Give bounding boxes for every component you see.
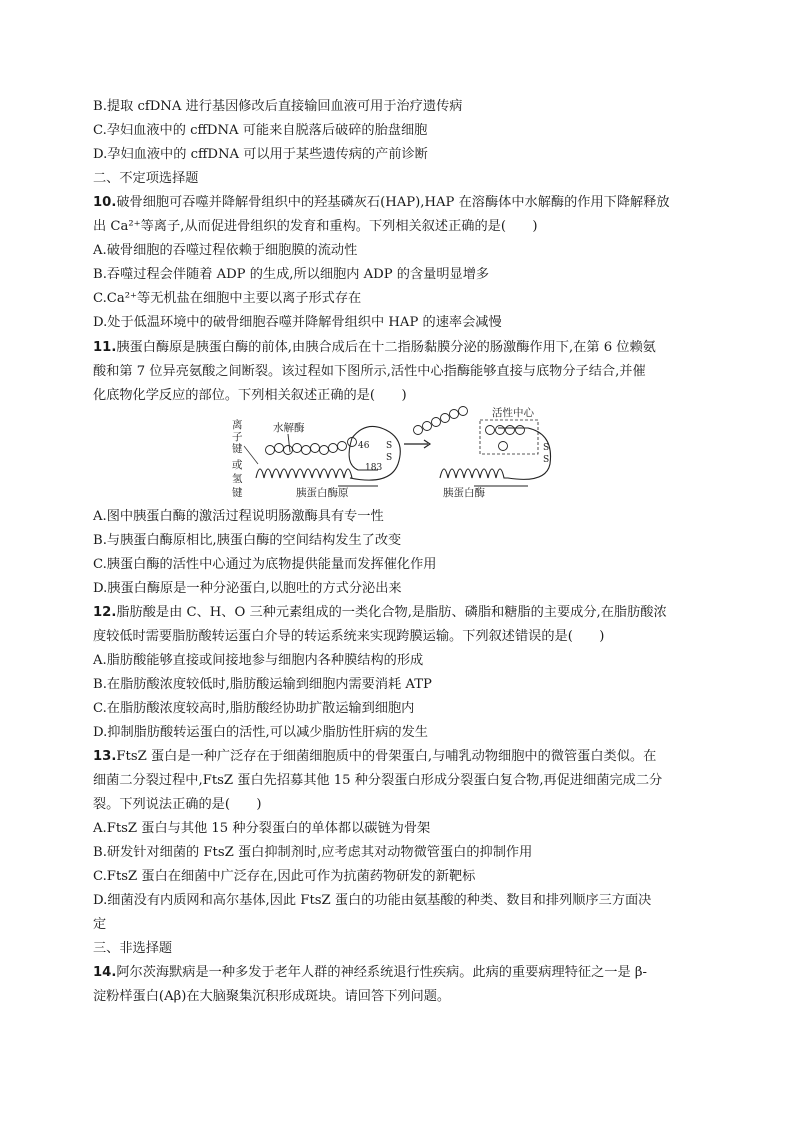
fig-hydrolase-arrow [288, 434, 290, 452]
q13-stem-line1 [93, 749, 656, 765]
fig-num-183: 183 [365, 463, 383, 473]
q9-option-b: B.提取 cfDNA 进行基因修改后直接输回血液可用于治疗遗传病 [93, 99, 463, 114]
fig-s3: S [543, 443, 550, 453]
q12-stem-line1 [93, 605, 667, 621]
q10-option-b: B.吞噬过程会伴随着 ADP 的生成,所以细胞内 ADP 的含量明显增多 [93, 267, 490, 282]
fig-enzyme-label: 胰蛋白酶 [443, 487, 485, 499]
fig-precursor-residues [266, 438, 357, 455]
q14-stem-text1: 阿尔茨海默病是一种多发于老年人群的神经系统退行性疾病。此病的重要病理特征之一是 β- [116, 965, 647, 980]
fig-left-label-4: 或 [232, 459, 243, 471]
q12-option-a: A.脂肪酸能够直接或间接地参与细胞内各种膜结构的形成 [93, 653, 424, 668]
q11-option-b: B.与胰蛋白酶原相比,胰蛋白酶的空间结构发生了改变 [93, 533, 402, 548]
q11-option-a: A.图中胰蛋白酶的激活过程说明肠激酶具有专一性 [93, 509, 384, 524]
fig-s4: S [543, 455, 550, 465]
q10-option-a: A.破骨细胞的吞噬过程依赖于细胞膜的流动性 [93, 243, 358, 258]
q12-option-b: B.在脂肪酸浓度较低时,脂肪酸运输到细胞内需要消耗 ATP [93, 677, 432, 692]
q13-stem-text1: FtsZ 蛋白是一种广泛存在于细菌细胞质中的骨架蛋白,与哺乳动物细胞中的微管蛋白类似。在 [116, 749, 657, 764]
q13-option-d-line2: 定 [93, 917, 107, 932]
fig-s2: S [386, 453, 393, 463]
q10-number: 10. [93, 195, 117, 210]
q11-stem-text1: 胰蛋白酶原是胰蛋白酶的前体,由胰合成后在十二指肠黏膜分泌的肠激酶作用下,在第 6 位赖氨 [116, 340, 656, 355]
fig-bond-pointer [244, 446, 258, 464]
q10-stem-line2: 出 Ca²⁺等离子,从而促进骨组织的发育和重构。下列相关叙述正确的是( ) [93, 219, 538, 234]
q13-option-c: C.FtsZ 蛋白在细菌中广泛存在,因此可作为抗菌药物研发的新靶标 [93, 869, 476, 884]
fig-left-label-6: 键 [232, 487, 243, 499]
q13-option-d-line1: D.细菌没有内质网和高尔基体,因此 FtsZ 蛋白的功能由氨基酸的种类、数目和排列顺序三方面决 [93, 893, 652, 908]
q14-stem-line2: 淀粉样蛋白(Aβ)在大脑聚集沉积形成斑块。请回答下列问题。 [93, 989, 451, 1004]
q14-stem-line1 [93, 965, 647, 981]
q11-number: 11. [93, 340, 117, 355]
q13-number: 13. [93, 749, 117, 764]
q9-option-c: C.孕妇血液中的 cffDNA 可能来自脱落后破碎的胎盘细胞 [93, 123, 428, 138]
q10-option-d: D.处于低温环境中的破骨细胞吞噬并降解骨组织中 HAP 的速率会减慢 [93, 315, 502, 330]
section3-title: 三、非选择题 [93, 941, 173, 956]
q13-stem-line2: 细菌二分裂过程中,FtsZ 蛋白先招募其他 15 种分裂蛋白形成分裂蛋白复合物,再促进细菌完成二分 [93, 773, 663, 788]
q13-option-b: B.研发针对细菌的 FtsZ 蛋白抑制剂时,应考虑其对动物微管蛋白的抑制作用 [93, 845, 533, 860]
fig-left-label-2: 子 [232, 431, 243, 443]
q10-option-c: C.Ca²⁺等无机盐在细胞中主要以离子形式存在 [93, 291, 362, 306]
q11-stem-line3: 化底物化学反应的部位。下列相关叙述正确的是( ) [93, 388, 407, 403]
q13-stem-line3: 裂。下列说法正确的是( ) [93, 797, 262, 812]
fig-hydrolase-label: 水解酶 [273, 422, 305, 434]
q12-stem-text1: 脂肪酸是由 C、H、O 三种元素组成的一类化合物,是脂肪、磷脂和糖脂的主要成分,在脂肪酸浓 [116, 605, 667, 620]
q11-option-d: D.胰蛋白酶原是一种分泌蛋白,以胞吐的方式分泌出来 [93, 581, 402, 596]
q9-option-d: D.孕妇血液中的 cffDNA 可以用于某些遗传病的产前诊断 [93, 147, 428, 162]
q10-stem-text1: 破骨细胞可吞噬并降解骨组织中的羟基磷灰石(HAP),HAP 在溶酶体中水解酶的作用下降解释放 [116, 195, 670, 210]
fig-left-label-1: 离 [232, 419, 243, 431]
q10-stem-line1 [93, 195, 670, 211]
q11-stem-line1 [93, 340, 656, 356]
fig-active-center-box [480, 420, 538, 454]
fig-left-label-5: 氢 [232, 473, 243, 485]
q12-number: 12. [93, 605, 117, 620]
fig-precursor-label: 胰蛋白酶原 [296, 487, 349, 499]
q12-option-d: D.抑制脂肪酸转运蛋白的活性,可以减少脂肪性肝病的发生 [93, 725, 428, 740]
fig-num-46: 46 [358, 441, 370, 451]
section2-title: 二、不定项选择题 [93, 171, 199, 186]
q12-option-c: C.在脂肪酸浓度较高时,脂肪酸经协助扩散运输到细胞内 [93, 701, 415, 716]
trypsinogen-activation-figure [228, 404, 568, 506]
q13-option-a: A.FtsZ 蛋白与其他 15 种分裂蛋白的单体都以碳链为骨架 [93, 821, 431, 836]
q11-option-c: C.胰蛋白酶的活性中心通过为底物提供能量而发挥催化作用 [93, 557, 437, 572]
fig-left-label-3: 键 [232, 443, 243, 455]
q11-stem-line2: 酸和第 7 位异亮氨酸之间断裂。该过程如下图所示,活性中心指酶能够直接与底物分子结合,并催 [93, 364, 646, 379]
fig-active-center-label: 活性中心 [492, 407, 534, 419]
q12-stem-line2: 度较低时需要脂肪酸转运蛋白介导的转运系统来实现跨膜运输。下列叙述错误的是( ) [93, 629, 605, 644]
fig-released-peptide [414, 407, 468, 435]
fig-enzyme-residues [486, 426, 525, 451]
fig-s1: S [386, 441, 393, 451]
q14-number: 14. [93, 965, 117, 980]
